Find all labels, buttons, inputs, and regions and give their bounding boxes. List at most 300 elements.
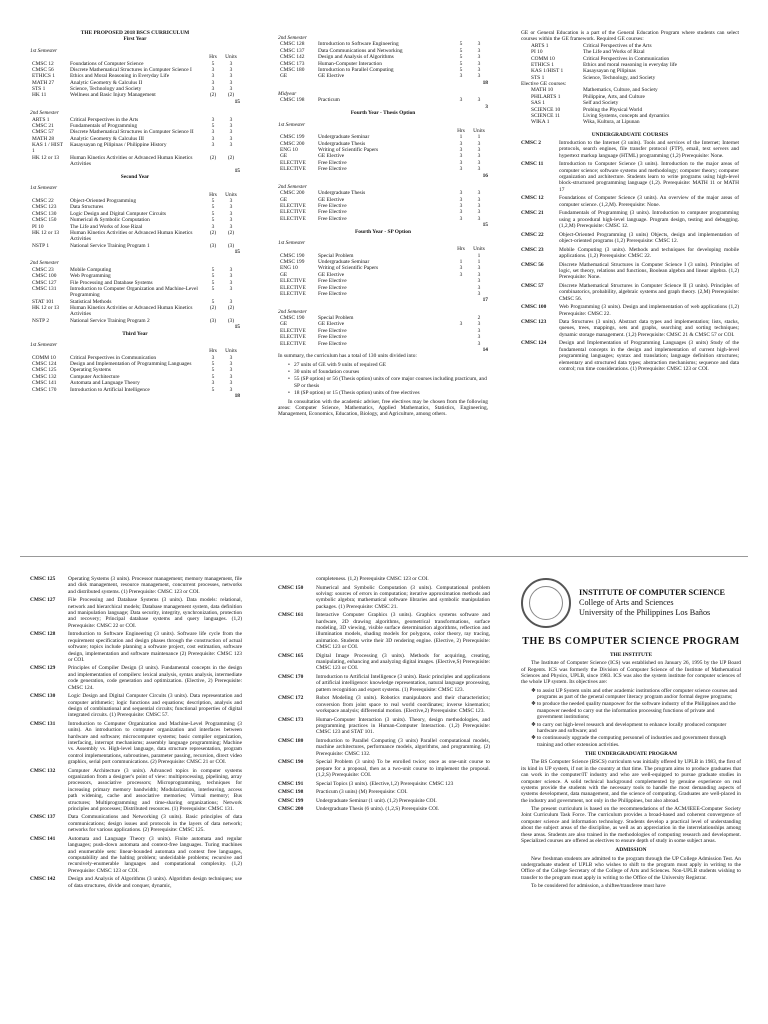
course-hrs: (3) [209,242,217,249]
course-units: (2) [227,92,235,99]
course-text: Introduction to Computer Organization and Machine-Level Programming (3 units). An introduction to computer organization and interfaces between hardware and software; microcomputer systems; basic compiler organization, interfacing, interrupt mechanisms; assembly language programming; Machine vs. Assembly vs. High-level language, data structure representation, program control implementations, subroutines, parameter passing, recursion, direct video graphics, serial port communications. (2) Prerequisite: CMSC 21 or COI. [68,720,242,766]
course-code: CMSC 132 [30,767,56,774]
course-title: Critical Perspectives in the Arts [70,116,139,123]
course-hrs: 3 [211,73,215,80]
semester-total: 15 [234,324,240,331]
year-label: Fourth Year - Thesis Option [350,110,416,117]
header-units: Units [225,54,237,61]
course-hrs: 5 [211,198,215,204]
course-units: 3 [229,142,233,148]
semester-total: 3 [485,103,488,110]
header-hrs: Hrs [209,348,217,355]
course-units: 3 [229,367,233,374]
semester-total: 15 [234,98,240,105]
course-units: 3 [229,386,233,393]
course-text: Operating Systems (3 units). Processor management; memory management, file and disk management, resource management, concurrent processes, networks and distributed systems. (1) Prerequisite: CMSC 123 or COI. [68,576,242,595]
admission-paragraph-1: New freshman students are admitted to the program through the UP College Admission Test. An undergraduate student of UPLB who wishes to shift to the program must apply in writing to the Office of the College Secretary of the College of Arts and Sciences. Non-UPLB students wishing to transfer to the program must apply in writing to the Office of the University Registrar. [521,855,741,881]
course-code: CMSC 150 [278,584,304,591]
course-units: 3 [477,290,481,297]
course-description [278,585,490,611]
course-text: Introduction to the Internet (3 units). Tools and services of the Internet; Internet protocols, search engines, file transfer protocol (FTP), email, text servers and hypertext markup language (HTML) programming (1,2) Prerequisite: None. [559,140,739,159]
course-hrs: 3 [211,354,215,361]
course-text: Interactive Computer Graphics (3 units). Graphics systems software and hardware, 2D drawing algorithms, geometrical transformations, surface modeling, 3D viewing, visible surface determination algorithms, reflection and illumination models, shading models for polygons, color theory, ray tracing, animation. Students write their 3D rendering engine. (Elective, 2) Prerequisite: CMSC 123 or COI. [316,612,490,651]
course-code: CMSC 200 [280,190,305,197]
course-title: Special Problem [318,252,354,259]
course-hrs: 5 [211,361,215,367]
ge-title: Ethics and moral reasoning in everyday life [583,61,678,68]
course-hrs: 3 [459,271,463,278]
course-code: CMSC 130 [30,693,56,700]
course-title: Discrete Mathematical Structures in Computer Science I [70,66,192,73]
summary-item: • 30 units of foundation courses [288,369,488,375]
semester-table [30,348,240,393]
course-code: ARTS 1 [32,116,50,123]
course-code: CMSC 123 [32,204,57,211]
semester-label: 1st Semester [30,185,58,192]
course-code: HK 12 or 13 [32,305,60,311]
course-title: Human Kinetics Activities or Advanced Human Kinetics Activities [70,154,193,168]
course-hrs: 3 [459,97,463,104]
course-units: 3 [229,210,233,217]
course-description [30,814,242,833]
course-code: CMSC 173 [280,60,305,67]
ge-code: WIKA 1 [531,119,550,126]
program-title: THE BS COMPUTER SCIENCE PROGRAM [522,636,740,647]
course-units: 3 [229,66,233,73]
course-hrs: (3) [209,317,217,324]
course-title: Ethics and Moral Reasoning in Everyday Life [70,73,170,80]
course-text: Fundamentals of Programming (3 units). Introduction to computer programming using a procedural high-level language. Program design, testing and debugging. (1,2,M) Prerequisite: CMSC 12. [559,210,739,230]
semester-table [278,190,488,222]
course-units: 3 [229,380,233,387]
section-institute: THE INSTITUTE [609,651,653,658]
course-text: Numerical and Symbolic Computation (3 units). Computational problem solving: sources of errors in computation; iterative approximation methods and symbolic algebra; mathematical software libraries and symbolic manipulation packages. (1) Prerequisite: CMSC 21. [316,584,490,610]
admission-paragraph-2: To be considered for admission, a shiftee/transferee must have [531,883,666,890]
course-code: CMSC 12 [521,195,544,202]
course-hrs: 3 [211,66,215,73]
course-hrs: 5 [211,210,215,217]
course-code: KAS 1 / HIST 1 [32,142,63,155]
semester-total: 15 [482,222,488,229]
semester-label: Midyear [278,91,297,97]
semester-label: 2nd Semester [30,110,59,117]
objective-item: ❖ to carry out high-level research and development to enhance locally produced computer hardware and software; and [531,722,741,735]
course-title: Undergraduate Thesis [318,190,366,197]
course-hrs: 5 [459,47,463,54]
section-admission: ADMISSION [615,847,647,854]
course-description [521,247,739,260]
course-title: Writing of Scientific Papers [318,147,379,153]
course-text: Logic Design and Digital Computer Circuits (3 units). Data representation and computer arithmetic; logic functions and equations; description, analysis and design of combinational and sequential circuits; functional properties of digital integrated circuits. (1) Prerequisite: CMSC 57. [68,693,242,719]
ge-row [529,87,671,93]
semester-total: 14 [482,346,488,353]
semester-table [278,41,488,79]
program-paragraph-2: The present curriculum is based on the recommendations of the ACM/IEEE-Computer Society Joint Curriculum Task Force. The curriculum provides a broad-based and coherent convergence of computer science and information technology. Students develop a practical level of understanding about the subject areas of the discipline, as well as an appreciation in the interrelationships among these areas. Students are also trained in the methodologies of computing research and development. Specialized courses are offered as electives to ensure depth of study in some subject areas. [521,806,741,844]
semester-total: 18 [482,79,488,86]
course-code: CMSC 56 [521,261,544,268]
course-code: CMSC 22 [521,231,544,238]
course-units: 3 [477,60,481,67]
course-title: The Life and Works of Jose Rizal [70,223,143,230]
course-description [521,340,739,372]
course-description [278,695,490,714]
course-code: CMSC 190 [278,759,304,766]
course-description [278,759,490,778]
course-hrs: 3 [459,153,463,160]
course-units: 3 [229,60,233,67]
course-units: 1 [477,252,481,259]
course-text: Mobile Computing (3 units). Methods and techniques for developing mobile applications. (1,2) Prerequisite: CMSC 22. [559,246,739,259]
ge-title: Mathematics, Culture, and Society [583,87,658,94]
course-units: 3 [229,204,233,211]
course-units: 3 [229,129,233,136]
course-description [30,721,242,766]
ge-title: Critical Perspectives of the Arts [583,42,652,49]
course-code: CMSC 21 [32,122,54,129]
header-units: Units [225,191,237,198]
course-description [521,262,739,281]
course-code: ELECTIVE [280,209,306,216]
course-code: CMSC 100 [521,304,547,311]
ge-elective-table [529,87,671,125]
course-code: CMSC 127 [32,279,57,286]
course-title: Free Elective [318,290,347,297]
course-hrs: 5 [211,279,215,286]
course-title: Free Elective [318,166,347,173]
course-units: 3 [229,354,233,361]
header-units: Units [473,127,485,134]
course-text: Introduction to Computer Science (3 units). Introduction to the major areas of computer science; software systems and methodology; computer theory; computer organization and architecture. Students learn to write programs using high-level block-structured programming language (1,2). Prerequisite: MATH 11 or MATH 17 [559,161,739,193]
course-code: ELECTIVE [280,290,306,297]
course-text: Robot Modeling (3 units). Robotics manipulators and their characteristics; conversion from joint space to real world coordinates; inverse kinematics; workspace analysis; differential motion. (Elective,2) Prerequisite: CMSC 123. [316,695,490,715]
course-units: (2) [227,305,235,311]
course-code: CMSC 124 [521,340,547,347]
ge-row [529,119,671,125]
course-code: CMSC 199 [280,259,305,265]
course-title: Operating Systems [70,367,111,374]
course-code: CMSC 180 [278,737,304,744]
course-title: Free Elective [318,215,347,222]
course-title: File Processing and Database Systems [70,279,153,286]
semester-total: 16 [482,172,488,179]
course-text: File Processing and Database Systems (3 units). Data models: relational, network and hierarchical models; Database management system, data definition and manipulation language; Data security, integrity, synchronization, protection and recovery; Principal database systems and query languages. (1,2) Prerequisite: CMSC 22 or COI. [68,597,242,629]
section-undergrad-program: THE UNDERGRADUATE PROGRAM [584,751,678,758]
course-code: CMSC 130 [32,210,57,217]
header-hrs: Hrs [457,246,465,253]
course-title: Analytic Geometry & Calculus III [70,135,144,142]
course-units: 3 [477,321,481,328]
course-hrs: 3 [211,223,215,230]
semester-table [30,117,240,168]
course-hrs: 5 [211,285,215,292]
course-title: Object-Oriented Programming [70,198,137,204]
course-description [278,653,490,672]
course-title: Undergraduate Thesis [318,140,366,147]
course-title: GE Elective [318,196,345,203]
course-title: Automata and Language Theory [70,380,140,387]
course-code: CMSC 141 [30,835,56,842]
course-description [278,798,490,804]
course-units: (2) [227,229,235,236]
course-description [278,576,490,582]
objective-item: ❖ to produce the needed quality manpower for the software industry of the Philippines and the manpower needed to carry out the information processing functions of private and government institutions; [531,701,741,720]
course-title: Free Elective [318,209,347,216]
year-label: Third Year [122,330,148,337]
course-title: Web Programming [70,273,111,280]
course-description [278,717,490,736]
course-text: Design and Analysis of Algorithms (3 units). Algorithm design techniques; use of data structures, divide and conquer, dynamic, [68,876,242,889]
course-code: CMSC 180 [280,66,305,73]
course-code: CMSC 128 [30,631,56,638]
course-text: Discrete Mathematical Structures in Computer Science I (3 units). Principles of logic, set theory, relations and functions, Boolean algebra and linear algebra. (1,2) Prerequisite: None. [559,261,739,281]
course-text: Special Topics (3 units). (Elective,1,2) Prerequisite: CMSC 123 [316,780,454,787]
course-code: CMSC 132 [32,373,57,380]
course-hrs: 3 [459,190,463,197]
semester-total: 17 [482,297,488,304]
course-title: Introduction to Software Engineering [318,41,399,48]
course-units: 3 [229,73,233,80]
course-code: CMSC 56 [32,66,54,73]
course-code: CMSC 123 [521,319,547,326]
course-title: Undergraduate Seminar [318,134,370,141]
semester-table [278,128,488,173]
course-code: CMSC 125 [32,367,57,374]
fold-divider [20,556,748,557]
course-units: 3 [229,279,233,286]
course-units: 3 [477,159,481,166]
course-units: 3 [477,284,481,291]
course-description [278,612,490,650]
course-code: ELECTIVE [280,327,306,334]
course-description [278,781,490,787]
course-title: Kasaysayan ng Pilipinas / Philippine History [70,142,167,148]
course-code: GE [280,196,288,203]
course-list-left [30,576,242,891]
course-row [30,155,240,168]
course-units: 3 [229,298,233,305]
course-code: PI 10 [32,223,44,230]
course-units: 3 [477,140,481,147]
ge-code: SCIENCE 11 [531,112,561,119]
course-title: Human-Computer Interaction [318,60,382,67]
course-title: GE Elective [318,73,345,80]
course-code [278,576,316,582]
ge-intro: GE or General Education is a part of the General Education Program where students can select courses within the GE framework. Required GE courses: [521,30,739,43]
course-title: Introduction to Parallel Computing [318,66,394,73]
objective-item: ❖ to continuously upgrade the computing personnel of industries and government through training and other extension activities. [531,735,741,748]
course-code: ELECTIVE [280,278,306,285]
course-description [30,768,242,813]
course-text: Foundations of Computer Science (3 units). An overview of the major areas of computer science. (1,2,M). Prerequisite: None. [559,195,739,208]
course-list-top [521,140,739,372]
course-code: CMSC 23 [32,266,54,273]
course-code: CMSC 125 [30,576,56,582]
course-hrs: 3 [459,265,463,272]
course-row [30,286,240,299]
ge-code: KAS 1/HIST 1 [531,68,564,75]
course-units: 3 [229,135,233,142]
semester-label: 1st Semester [278,239,306,246]
course-code: STS 1 [32,86,46,92]
semester-label: 2nd Semester [278,308,307,315]
curriculum-title: THE PROPOSED 2018 BSCS CURRICULUM [80,30,190,36]
course-units: 3 [477,327,481,334]
course-code: STAT 101 [32,298,54,305]
course-title: Foundations of Computer Science [70,60,144,67]
semester-table [278,246,488,297]
course-units: 3 [477,54,481,61]
course-code: CMSC 21 [521,210,544,217]
course-code: CMSC 100 [32,273,57,280]
summary-note: In consultation with the academic adviser, free electives may be chosen from the following areas: Computer Science, Mathematics, Applied Mathematics, Statistics, Engineering, Management, Economics, Education, Biology, and Agriculture, among others. [278,398,488,418]
course-hrs: 1 [459,259,463,265]
objective-item: ❖ to assist UP System units and other academic institutions offer computer science courses and programs as part of the general computer literacy program and/or formal degree programs; [531,688,741,701]
summary-item: • 55 (SP option) or 56 (Thesis option) units of core major courses including practicum, and SP or thesis [288,376,488,389]
course-title: Introduction to Artificial Intelligence [70,386,150,393]
course-hrs: 3 [211,129,215,136]
course-description [30,576,242,595]
course-code: ELECTIVE [280,159,306,166]
course-code: CMSC 172 [278,695,304,702]
course-hrs: 3 [459,321,463,328]
course-code: CMSC 199 [278,797,304,804]
course-units: 3 [229,122,233,129]
course-code: CMSC 131 [30,720,56,727]
summary-item: • 27 units of GE with 9 units of required GE [288,362,488,368]
course-description [30,665,242,691]
course-text: Human-Computer Interaction (3 units). Theory, design methodologies, and programming practices in Human-Computer Interaction. (1,2) Prerequisite: CMSC 123 and STAT 101. [316,716,490,736]
course-title: Free Elective [318,284,347,291]
course-text: Digital Image Processing (3 units). Methods for acquiring, creating, manipulating, enhancing and analyzing digital images. (Elective,S) Prerequisite: CMSC 123 or COI. [316,652,490,672]
course-code: NSTP 2 [32,317,50,324]
course-code: ETHICS 1 [32,73,55,80]
summary-intro: In summary, the curriculum has a total of 130 units divided into: [278,353,417,360]
course-description [278,789,490,795]
course-title: Design and Implementation of Programming Languages [70,361,192,367]
course-hrs: 5 [211,298,215,305]
ge-code: MATH 10 [531,87,554,94]
course-code: CMSC 23 [521,246,544,253]
course-hrs: 5 [459,66,463,73]
semester-total: 18 [234,392,240,399]
course-units: 3 [229,361,233,367]
course-title: Free Elective [318,159,347,166]
course-code: MATH 27 [32,79,55,86]
course-text: Undergraduate Thesis (6 units). (1,2,S) Prerequisite COI. [316,806,440,813]
institute-name: INSTITUTE OF COMPUTER SCIENCE [579,587,725,597]
course-description [30,631,242,663]
semester-total: 15 [234,167,240,174]
course-text: Discrete Mathematical Structures in Computer Science II (3 units). Principles of combinatorics, probability, algebraic systems and graph theory. (2,M) Prerequisite: CMSC 56. [559,282,739,302]
course-title: Human Kinetics Activities or Advanced Human Kinetics Activities [70,305,193,318]
semester-label: 1st Semester [278,121,306,128]
course-hrs: 5 [211,60,215,67]
undergrad-courses-title: UNDERGRADUATE COURSES [591,131,669,138]
course-hrs: 5 [211,386,215,393]
course-title: Critical Perspectives in Communication [70,354,157,361]
course-code: CMSC 200 [278,806,304,813]
course-hrs: 5 [459,41,463,48]
course-title: Data Structures [70,204,104,211]
ge-title: Probing the Physical World [583,106,643,113]
course-code: CMSC 142 [280,54,305,61]
ge-elective-label: Elective GE courses: [521,81,567,87]
course-code: ELECTIVE [280,340,306,347]
ge-code: COMM 10 [531,55,555,62]
header-units: Units [473,246,485,253]
course-text: Computer Architecture (3 units). Advanced topics in computer systems organization from a designer's point of view: multiprocessing, pipelining, array processors, associative processors; Microprogramming, techniques for increasing primary memory bandwidth; Modularization, interleaving, access path widening, cache and associative memories; Virtual memory; Bus structures; Multiprogramming and time-sharing organizations; Network principles and processes; Distributed resources. (1) Prerequisite: CMSC 131. [68,767,242,812]
course-row [30,142,240,155]
course-hrs: 5 [211,373,215,380]
course-code: CMSC 170 [32,386,57,393]
course-code: CMSC 11 [521,161,544,168]
course-description [521,195,739,208]
university-name: University of the Philippines Los Baños [579,608,711,618]
course-code: CMSC 128 [280,41,305,48]
course-text: Introduction to Parallel Computing (3 units) Parallel computational models, machine architectures, performance models, algorithms, and programming. (2) Prerequisite: CMSC 132. [316,737,490,757]
semester-label: 1st Semester [30,341,58,348]
course-text: Data Communications and Networking (3 units). Basic principles of data communications; design issues and protocols in the layers of data network; networks for various applications. (2) Prerequisite: CMSC 125. [68,814,242,834]
course-units: 3 [477,73,481,80]
course-title: Statistical Methods [70,298,112,305]
ge-and-courses-column [521,30,739,374]
course-text: Design and Implementation of Programming Languages (3 units) Study of the fundamental concepts in the design and implementation of current high-level programming languages; syntax and translation; language definition structures; elementary and structured data types; abstraction mechanisms; sequence and data control; run time considerations. (1) Prerequisite: CMSC 123 or COI. [559,340,739,372]
course-code: ELECTIVE [280,284,306,291]
course-code: CMSC 124 [32,361,57,367]
institute-panel [521,578,741,892]
course-hrs: 3 [211,135,215,142]
course-code: COMM 10 [32,354,56,361]
ge-code: PHILARTS 1 [531,93,561,100]
course-title: Logic Design and Digital Computer Circuits [70,210,166,217]
course-row [30,230,240,243]
course-code: HK 12 or 13 [32,229,60,236]
course-units: 3 [229,86,233,92]
course-units: 3 [477,147,481,153]
course-units: 3 [477,190,481,197]
course-hrs: 3 [211,116,215,123]
course-description [30,597,242,629]
ge-code: STS 1 [531,74,545,81]
header-hrs: Hrs [209,54,217,61]
course-description [30,693,242,719]
course-hrs: 3 [459,159,463,166]
course-list-middle [278,576,490,815]
course-title: Computer Architecture [70,373,120,380]
course-hrs: 1 [459,134,463,141]
course-title: Data Communications and Networking [318,47,403,54]
ge-row [529,56,679,62]
course-code: HK 11 [32,92,47,99]
curriculum-column-left [30,30,240,399]
ge-code: ETHICS 1 [531,61,554,68]
course-description [30,876,242,889]
course-hrs: 3 [211,79,215,86]
course-units: 3 [229,223,233,230]
course-code: CMSC 198 [280,97,305,104]
course-code: ENG 10 [280,147,298,153]
course-units: 2 [477,315,481,321]
course-description [30,836,242,874]
course-code: MATH 28 [32,135,55,142]
semester-table [30,54,240,99]
summary-list [288,362,488,397]
course-hrs: 3 [459,147,463,153]
ge-title: Living Systems, concepts and dynamics [583,112,670,119]
course-code: ELECTIVE [280,215,306,222]
course-text: Automata and Language Theory (3 units). Finite automata and regular languages; push-down automata and context-free languages. Turing machines and enumerable sets: linear-bounded automata and context free languages, computability and the halting problem; undecidable problems; recursive and recursively-enumerable languages and computational complexity. (1,2) Prerequisite: CMSC 123 or COI. [68,835,242,874]
course-units: 3 [229,373,233,380]
